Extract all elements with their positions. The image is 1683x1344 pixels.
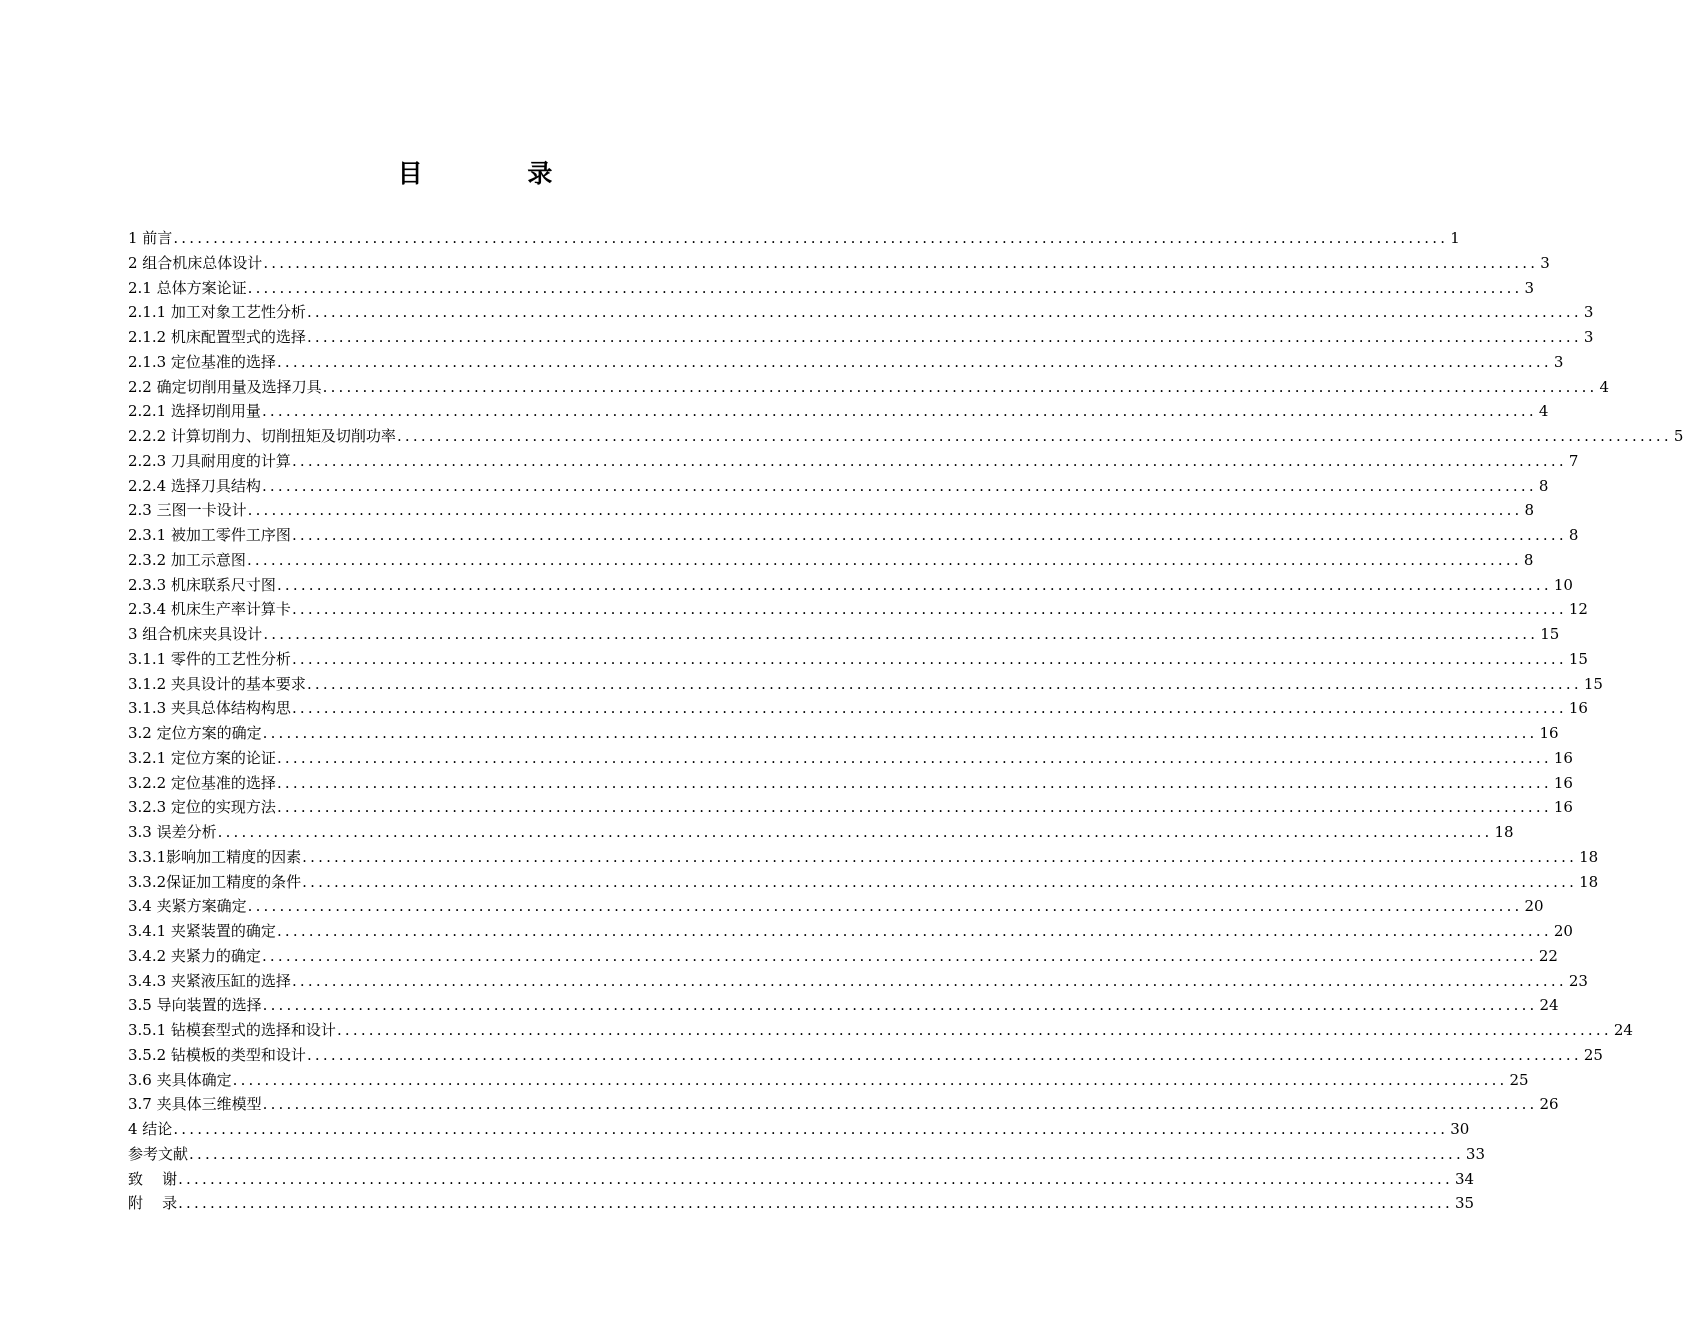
toc-page-number: 8: [1568, 526, 1579, 544]
toc-entry-label: 2.3.1 被加工零件工序图: [128, 526, 291, 544]
toc-entry[interactable]: [128, 870, 1599, 895]
toc-entry-label: 3.5 导向装置的选择: [128, 996, 262, 1015]
toc-entry[interactable]: [128, 845, 1599, 870]
toc-dot-leader: ................................................................................................................................................................: [396, 427, 1672, 445]
toc-page-number: 10: [1553, 575, 1573, 594]
toc-dot-leader: ................................................................................................................................................................: [336, 1021, 1612, 1039]
toc-dot-leader: ................................................................................................................................................................: [262, 996, 1538, 1015]
toc-entry-label: 2.1.2 机床配置型式的选择: [128, 328, 306, 346]
toc-entry[interactable]: [128, 597, 1588, 622]
toc-page-number: 16: [1553, 798, 1573, 817]
toc-dot-leader: ................................................................................................................................................................: [246, 550, 1522, 569]
toc-page-number: 15: [1583, 674, 1603, 693]
toc-page-number: 15: [1540, 625, 1560, 643]
toc-dot-leader: ................................................................................................................................................................: [276, 798, 1552, 817]
toc-entry-label: 1 前言: [128, 229, 173, 247]
toc-entry[interactable]: [128, 1018, 1633, 1043]
toc-page-number: 16: [1553, 773, 1573, 792]
toc-entry-label: 2.2.3 刀具耐用度的计算: [128, 451, 291, 470]
toc-entry-label: 2 组合机床总体设计: [128, 253, 263, 272]
toc-page-number: 8: [1523, 550, 1534, 569]
toc-entry-label: 2.1.1 加工对象工艺性分析: [128, 303, 306, 322]
toc-entry-label: 3.4.1 夹紧装置的确定: [128, 922, 276, 940]
toc-entry-label: 3.2.3 定位的实现方法: [128, 798, 276, 817]
toc-page-number: 3: [1540, 253, 1550, 272]
toc-dot-leader: ................................................................................................................................................................: [302, 847, 1578, 866]
toc-entry-label: 3.7 夹具体三维模型: [128, 1095, 262, 1114]
toc-dot-leader: ................................................................................................................................................................: [189, 1144, 1464, 1163]
toc-dot-leader: ................................................................................................................................................................: [291, 971, 1567, 990]
toc-entry-label: 3.1.2 夹具设计的基本要求: [128, 674, 306, 693]
toc-dot-leader: ................................................................................................................................................................: [291, 451, 1567, 470]
toc-dot-leader: ................................................................................................................................................................: [261, 402, 1537, 421]
toc-page-number: 3: [1583, 303, 1594, 322]
toc-entry-label: 2.2 确定切削用量及选择刀具: [128, 377, 322, 396]
toc-page-number: 4: [1538, 402, 1549, 421]
toc-entry-label: 3.1.3 夹具总体结构构思: [128, 699, 291, 718]
toc-dot-leader: ................................................................................................................................................................: [291, 526, 1567, 544]
toc-dot-leader: ................................................................................................................................................................: [291, 600, 1567, 619]
toc-entry-label: 3.5.1 钻模套型式的选择和设计: [128, 1021, 336, 1039]
toc-entry-label: 2.3.2 加工示意图: [128, 550, 246, 569]
toc-page-number: 12: [1568, 600, 1588, 619]
toc-entry[interactable]: [128, 622, 1560, 647]
toc-entry-label: 3.2 定位方案的确定: [128, 724, 262, 742]
toc-entry[interactable]: [128, 226, 1460, 251]
toc-entry[interactable]: [128, 548, 1534, 573]
toc-entry-label: 参考文献: [128, 1144, 189, 1163]
toc-entry[interactable]: [128, 424, 1683, 449]
toc-entry[interactable]: [128, 746, 1573, 771]
toc-page-number: 25: [1583, 1045, 1603, 1064]
toc-entry-label: 2.2.2 计算切削力、切削扭矩及切削功率: [128, 427, 396, 445]
toc-page-number: 3: [1524, 278, 1535, 297]
toc-dot-leader: ................................................................................................................................................................: [276, 352, 1552, 371]
toc-dot-leader: ................................................................................................................................................................: [306, 328, 1582, 346]
toc-entry[interactable]: [128, 300, 1594, 325]
toc-dot-leader: ................................................................................................................................................................: [276, 773, 1552, 792]
toc-page-number: 3: [1553, 352, 1564, 371]
toc-dot-leader: ................................................................................................................................................................: [261, 946, 1537, 965]
toc-dot-leader: ................................................................................................................................................................: [291, 649, 1567, 668]
toc-dot-leader: ................................................................................................................................................................: [263, 625, 1539, 643]
toc-entry-label: 3.3.2保证加工精度的条件: [128, 872, 302, 891]
toc-page-number: 8: [1538, 476, 1549, 495]
toc-dot-leader: ................................................................................................................................................................: [306, 674, 1582, 693]
toc-entry[interactable]: [128, 276, 1535, 301]
toc-entry-label: 2.1.3 定位基准的选择: [128, 352, 276, 371]
toc-page-number: 33: [1465, 1144, 1485, 1163]
toc-entry-label: 3.2.1 定位方案的论证: [128, 748, 276, 767]
toc-entry[interactable]: [128, 969, 1588, 994]
toc-page-number: 5: [1673, 427, 1683, 445]
toc-dot-leader: ................................................................................................................................................................: [173, 229, 1449, 247]
table-of-contents: [128, 226, 1683, 1216]
toc-dot-leader: ................................................................................................................................................................: [217, 823, 1493, 841]
toc-dot-leader: ................................................................................................................................................................: [247, 897, 1523, 916]
toc-page-number: 16: [1553, 748, 1573, 767]
toc-page-number: 3: [1583, 328, 1594, 346]
toc-entry[interactable]: [128, 647, 1588, 672]
toc-entry[interactable]: [128, 350, 1564, 375]
toc-page-number: 16: [1539, 724, 1559, 742]
toc-page-number: 8: [1524, 501, 1535, 520]
toc-entry[interactable]: [128, 1191, 1475, 1216]
toc-page-number: 35: [1454, 1194, 1475, 1213]
toc-entry-label: 3.3 误差分析: [128, 823, 217, 841]
toc-entry-label: 3.3.1影响加工精度的因素: [128, 847, 302, 866]
toc-page-number: 20: [1524, 897, 1544, 916]
toc-entry[interactable]: [128, 573, 1573, 598]
toc-page-number: 15: [1568, 649, 1588, 668]
toc-entry[interactable]: [128, 1092, 1559, 1117]
toc-dot-leader: ................................................................................................................................................................: [173, 1120, 1449, 1138]
toc-page-number: 24: [1613, 1021, 1633, 1039]
toc-entry-label: 3 组合机床夹具设计: [128, 625, 263, 643]
toc-page-number: 24: [1539, 996, 1559, 1015]
toc-entry[interactable]: [128, 894, 1544, 919]
toc-entry-label: 2.2.4 选择刀具结构: [128, 476, 261, 495]
toc-entry[interactable]: [128, 944, 1558, 969]
toc-entry[interactable]: [128, 1167, 1475, 1192]
toc-page-number: 18: [1579, 847, 1599, 866]
toc-page-number: 26: [1539, 1095, 1559, 1114]
toc-entry-label: 3.4.3 夹紧液压缸的选择: [128, 971, 291, 990]
toc-page-number: 4: [1599, 377, 1610, 396]
toc-page-number: 16: [1568, 699, 1588, 718]
toc-entry[interactable]: [128, 399, 1549, 424]
toc-page-number: 34: [1454, 1169, 1475, 1188]
toc-page-number: 20: [1553, 922, 1573, 940]
toc-page-number: 7: [1568, 451, 1579, 470]
toc-entry-label: 3.1.1 零件的工艺性分析: [128, 649, 291, 668]
toc-dot-leader: ................................................................................................................................................................: [178, 1194, 1453, 1213]
toc-entry[interactable]: [128, 672, 1603, 697]
toc-entry-label: 2.2.1 选择切削用量: [128, 402, 261, 421]
toc-entry[interactable]: [128, 474, 1549, 499]
toc-dot-leader: ................................................................................................................................................................: [276, 575, 1552, 594]
toc-entry[interactable]: [128, 1117, 1470, 1142]
toc-dot-leader: ................................................................................................................................................................: [306, 303, 1582, 322]
toc-entry-label: 2.3.3 机床联系尺寸图: [128, 575, 276, 594]
toc-entry[interactable]: [128, 795, 1573, 820]
toc-page-number: 30: [1450, 1120, 1470, 1138]
toc-dot-leader: ................................................................................................................................................................: [322, 377, 1598, 396]
toc-entry-label: 4 结论: [128, 1120, 173, 1138]
toc-entry[interactable]: [128, 721, 1559, 746]
toc-dot-leader: ................................................................................................................................................................: [291, 699, 1567, 718]
toc-entry-label: 2.1 总体方案论证: [128, 278, 247, 297]
toc-dot-leader: ................................................................................................................................................................: [232, 1070, 1508, 1089]
toc-page-number: 25: [1509, 1070, 1529, 1089]
toc-dot-leader: ................................................................................................................................................................: [276, 922, 1552, 940]
toc-entry[interactable]: [128, 771, 1573, 796]
toc-dot-leader: ................................................................................................................................................................: [261, 476, 1537, 495]
toc-page-number: 18: [1494, 823, 1514, 841]
toc-dot-leader: ................................................................................................................................................................: [262, 1095, 1538, 1114]
toc-dot-leader: ................................................................................................................................................................: [276, 748, 1552, 767]
toc-dot-leader: ................................................................................................................................................................: [247, 278, 1523, 297]
toc-entry-label: 3.5.2 钻模板的类型和设计: [128, 1045, 306, 1064]
toc-entry[interactable]: [128, 449, 1579, 474]
toc-entry-label: 3.4 夹紧方案确定: [128, 897, 247, 916]
toc-entry[interactable]: [128, 251, 1550, 276]
toc-page-number: 22: [1538, 946, 1558, 965]
toc-dot-leader: ................................................................................................................................................................: [306, 1045, 1582, 1064]
toc-page-number: 18: [1579, 872, 1599, 891]
toc-entry[interactable]: [128, 498, 1535, 523]
toc-dot-leader: ................................................................................................................................................................: [247, 501, 1523, 520]
toc-entry[interactable]: [128, 1043, 1603, 1068]
toc-page-number: 1: [1450, 229, 1460, 247]
toc-entry[interactable]: [128, 1068, 1529, 1093]
page-title: 目 录: [397, 159, 601, 188]
toc-dot-leader: ................................................................................................................................................................: [178, 1169, 1453, 1188]
toc-entry-label: 2.3 三图一卡设计: [128, 501, 247, 520]
toc-entry-label: 2.3.4 机床生产率计算卡: [128, 600, 291, 619]
toc-entry[interactable]: [128, 820, 1514, 845]
toc-entry-label: 3.2.2 定位基准的选择: [128, 773, 276, 792]
toc-entry[interactable]: [128, 523, 1579, 548]
toc-entry-label: 致 谢: [128, 1169, 178, 1188]
toc-entry[interactable]: [128, 919, 1573, 944]
toc-entry-label: 3.4.2 夹紧力的确定: [128, 946, 261, 965]
toc-entry[interactable]: [128, 325, 1594, 350]
toc-dot-leader: ................................................................................................................................................................: [263, 253, 1539, 272]
toc-dot-leader: ................................................................................................................................................................: [262, 724, 1538, 742]
toc-entry-label: 3.6 夹具体确定: [128, 1070, 232, 1089]
toc-page-number: 23: [1568, 971, 1588, 990]
toc-entry[interactable]: [128, 1142, 1485, 1167]
toc-dot-leader: ................................................................................................................................................................: [302, 872, 1578, 891]
toc-entry[interactable]: [128, 696, 1588, 721]
toc-entry[interactable]: [128, 993, 1559, 1018]
toc-entry[interactable]: [128, 375, 1610, 400]
toc-entry-label: 附 录: [128, 1194, 178, 1213]
